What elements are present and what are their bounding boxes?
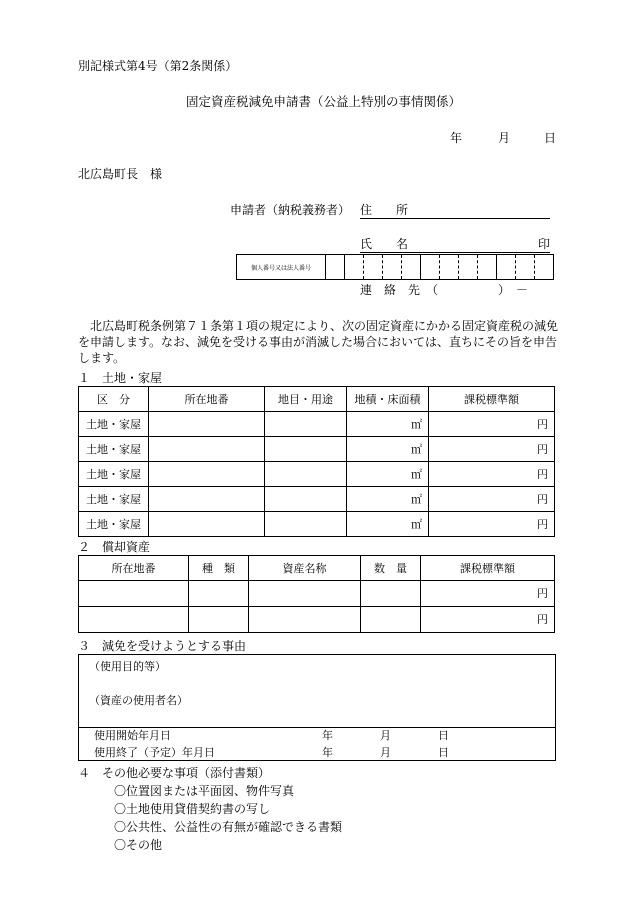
type-cell[interactable] [189, 607, 249, 633]
date-day: 日 [544, 131, 557, 145]
col-header: 所在地番 [149, 387, 265, 412]
tax-base-cell[interactable]: 円 [429, 437, 555, 462]
use-cell[interactable] [265, 412, 347, 437]
section3-heading: ３ 減免を受けようとする事由 [78, 639, 247, 653]
area-cell[interactable]: ㎡ [347, 512, 429, 537]
col-header: 地目・用途 [265, 387, 347, 412]
mynumber-digit[interactable] [326, 255, 345, 279]
mynumber-digit[interactable] [459, 255, 478, 279]
mynumber-box[interactable] [236, 254, 554, 280]
area-cell[interactable]: ㎡ [347, 437, 429, 462]
form-title: 固定資産税減免申請書（公益上特別の事情関係） [186, 94, 462, 109]
table-row [79, 607, 555, 633]
location-cell[interactable] [149, 412, 265, 437]
start-year: 年 [322, 729, 333, 742]
mynumber-digit[interactable] [516, 255, 535, 279]
seal-mark: 印 [537, 237, 550, 251]
mynumber-label: 個人番号又は法人番号 [237, 255, 326, 279]
location-cell[interactable] [149, 487, 265, 512]
col-header: 課税標準額 [421, 556, 555, 581]
address-field[interactable] [360, 204, 550, 219]
col-header: 所在地番 [79, 556, 189, 581]
area-cell[interactable]: ㎡ [347, 487, 429, 512]
kubun-cell: 土地・家屋 [79, 462, 149, 487]
tax-base-cell[interactable]: 円 [429, 462, 555, 487]
kubun-cell: 土地・家屋 [79, 412, 149, 437]
contact-label: 連 絡 先 （ ） － [360, 283, 529, 297]
name-field[interactable] [360, 238, 550, 253]
start-date-label: 使用開始年月日 [94, 729, 171, 742]
use-cell[interactable] [265, 462, 347, 487]
end-date-label: 使用終了（予定）年月日 [94, 746, 215, 759]
mynumber-digit[interactable] [383, 255, 402, 279]
use-cell[interactable] [265, 437, 347, 462]
table-header-row [79, 556, 555, 581]
start-month: 月 [380, 729, 391, 742]
reason-box[interactable] [78, 654, 556, 728]
addressee: 北広島町長 様 [78, 167, 163, 181]
date-year: 年 [450, 131, 463, 145]
name-label: 氏 名 [360, 237, 409, 251]
table-row [79, 462, 555, 487]
table-row [79, 512, 555, 537]
type-cell[interactable] [189, 581, 249, 607]
mynumber-digit[interactable] [535, 255, 553, 279]
col-header: 種 類 [189, 556, 249, 581]
col-header: 地積・床面積 [347, 387, 429, 412]
col-header: 数 量 [361, 556, 421, 581]
purpose-label: （使用目的等） [89, 660, 166, 673]
form-number: 別記様式第4号（第2条関係） [78, 59, 238, 73]
intro-line: を申請します。なお、減免を受ける事由が消滅した場合においては、直ちにその旨を申告 [78, 335, 558, 349]
asset-name-cell[interactable] [249, 607, 361, 633]
attachment-item: 〇位置図または平面図、物件写真 [114, 784, 295, 798]
table-row [79, 581, 555, 607]
attachment-item: 〇土地使用貸借契約書の写し [114, 802, 271, 816]
section4-heading: ４ その他必要な事項（添付書類） [78, 766, 271, 780]
col-header: 区 分 [79, 387, 149, 412]
tax-base-cell[interactable]: 円 [421, 581, 555, 607]
intro-line: 北広島町税条例第７１条第１項の規定により、次の固定資産にかかる固定資産税の減免 [90, 319, 559, 333]
use-cell[interactable] [265, 512, 347, 537]
tax-base-cell[interactable]: 円 [429, 512, 555, 537]
kubun-cell: 土地・家屋 [79, 512, 149, 537]
table-row [79, 437, 555, 462]
end-month: 月 [380, 746, 391, 759]
section1-heading: １ 土地・家屋 [78, 371, 163, 385]
start-day: 日 [438, 729, 449, 742]
attachment-item: 〇その他 [114, 838, 163, 852]
land-house-table [78, 386, 555, 537]
address-label: 住 所 [360, 203, 409, 217]
date-month: 月 [498, 131, 511, 145]
location-cell[interactable] [149, 512, 265, 537]
area-cell[interactable]: ㎡ [347, 412, 429, 437]
tax-base-cell[interactable]: 円 [429, 412, 555, 437]
quantity-cell[interactable] [361, 581, 421, 607]
attachment-item: 〇公共性、公益性の有無が確認できる書類 [114, 820, 343, 834]
mynumber-digit[interactable] [440, 255, 459, 279]
location-cell[interactable] [79, 607, 189, 633]
mynumber-digit[interactable] [478, 255, 497, 279]
mynumber-digit[interactable] [402, 255, 421, 279]
mynumber-digit[interactable] [497, 255, 516, 279]
table-header-row [79, 387, 555, 412]
kubun-cell: 土地・家屋 [79, 487, 149, 512]
use-cell[interactable] [265, 487, 347, 512]
col-header: 資産名称 [249, 556, 361, 581]
mynumber-digit[interactable] [421, 255, 440, 279]
section2-heading: ２ 償却資産 [78, 540, 151, 554]
table-row [79, 412, 555, 437]
location-cell[interactable] [149, 462, 265, 487]
tax-base-cell[interactable]: 円 [429, 487, 555, 512]
intro-line: します。 [78, 351, 126, 365]
location-cell[interactable] [149, 437, 265, 462]
col-header: 課税標準額 [429, 387, 555, 412]
location-cell[interactable] [79, 581, 189, 607]
end-year: 年 [322, 746, 333, 759]
kubun-cell: 土地・家屋 [79, 437, 149, 462]
area-cell[interactable]: ㎡ [347, 462, 429, 487]
asset-name-cell[interactable] [249, 581, 361, 607]
applicant-label: 申請者（納税義務者） [230, 203, 351, 217]
depreciable-assets-table [78, 555, 555, 633]
mynumber-digit[interactable] [364, 255, 383, 279]
end-day: 日 [438, 746, 449, 759]
quantity-cell[interactable] [361, 607, 421, 633]
table-row [79, 487, 555, 512]
mynumber-digit[interactable] [345, 255, 364, 279]
tax-base-cell[interactable]: 円 [421, 607, 555, 633]
user-label: （資産の使用者名） [89, 694, 188, 707]
